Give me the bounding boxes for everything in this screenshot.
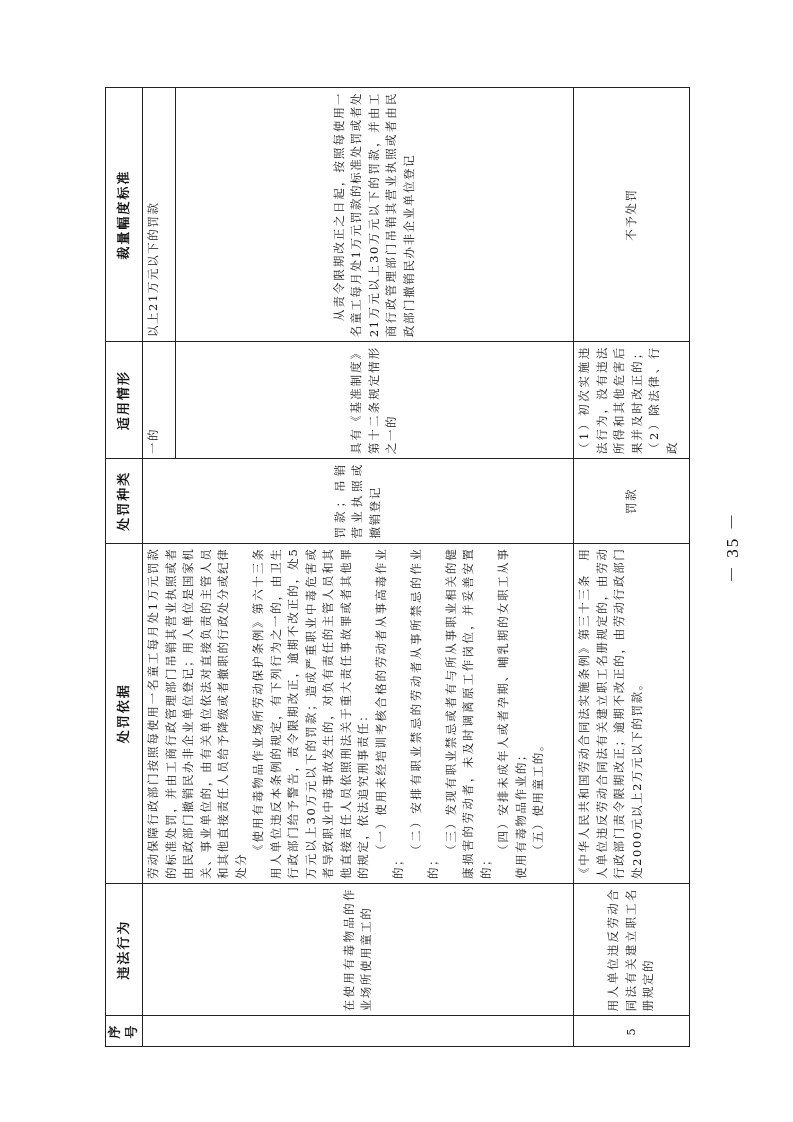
cell-std: 不予处罚 — [574, 88, 690, 342]
act-text: 在使用有毒物品的作业场所使用童工的 — [341, 887, 373, 1012]
cell-case — [574, 342, 690, 459]
basis-line: （三）发现有职业禁忌或者有与所从事职业相关的健康损害的劳动者，未及时调离原工作岗位，并妥善安置的； — [443, 547, 493, 879]
header-case: 适用情形 — [106, 342, 143, 459]
basis-text: 《中华人民共和国劳动合同法实施条例》第三十三条 用人单位违反劳动合同法有关建立职工名册规定的，由劳动行政部门责令限期改正；逾期不改正的，由劳动行政部门处2000元以上2万元以下的罚款。 — [577, 547, 644, 879]
cell-basis — [143, 534, 574, 883]
cell-kind: 罚款 — [574, 459, 690, 543]
penalty-table — [105, 87, 690, 1047]
rotated-table-frame — [105, 87, 690, 1047]
header-act: 违法行为 — [106, 883, 143, 1015]
page-number: － 35 － — [723, 511, 742, 583]
cell-std-b — [176, 88, 574, 342]
table-row — [143, 88, 176, 1047]
basis-line: （二）安排有职业禁忌的劳动者从事所禁忌的作业的； — [408, 547, 440, 879]
basis-line: 《使用有毒物品作业场所劳动保护条例》第六十三条 用人单位违反本条例的规定，有下列行为之一的，由卫生行政部门给予警告，责令限期改正，逾期不改正的，处5万元以上30万元以下的罚款；造成严重职业中毒危害或者导致职业中毒事故发生的，对负有责任的主管人员和其他直接责任人员依照刑法关于重大责任事故罪或者其他罪的规定，依法追究刑事责任： — [251, 534, 370, 879]
case-b-text: 具有《基准制度》第十二条规定情形之一的 — [349, 346, 399, 455]
header-row — [106, 88, 143, 1047]
cell-act — [143, 883, 574, 1015]
cell-case-a: 一的 — [143, 342, 176, 459]
std-b-text: 从责令限期改正之日起，按照每使用一名童工每月处1万元罚款的标准处罚或者处21万元以上30万元以下的罚款，并由工商行政管理部门吊销其营业执照或者由民政部门撤销民办非企业单位登记 — [331, 92, 416, 338]
header-no: 序号 — [106, 1016, 143, 1047]
basis-line: （四）安排未成年人或者孕期、哺乳期的女职工从事使用有毒物品作业的； — [496, 547, 528, 879]
cell-no — [143, 1016, 574, 1047]
basis-line: 劳动保障行政部门按照每使用一名童工每月处1万元罚款的标准处罚，并由工商行政管理部门吊销其营业执照或者由民政部门撤销民办非企业单位登记；用人单位是国家机关、事业单位的，由有关单位依法对直接负责的主管人员和其他直接责任人员给予降级或者撤职的行政处分或纪律处分 — [146, 547, 248, 879]
basis-line: （一）使用未经培训考核合格的劳动者从事高毒作业的； — [373, 547, 405, 879]
kind-text: 罚款；吊销营业执照或撤销登记 — [332, 463, 382, 539]
cell-act — [574, 883, 690, 1015]
header-std: 裁量幅度标准 — [106, 88, 143, 342]
table-row — [574, 88, 690, 1047]
cell-no: 5 — [574, 1016, 690, 1047]
header-basis: 处罚依据 — [106, 543, 143, 883]
basis-line: （五）使用童工的。 — [531, 738, 545, 856]
header-kind: 处罚种类 — [106, 459, 143, 543]
case-text: （1）初次实施违法行为，没有违法所得和其他危害后果并及时改正的；（2）除法律、行政 — [577, 346, 679, 455]
act-text: 用人单位违反劳动合同法有关建立职工名册规定的 — [606, 887, 656, 1012]
cell-case-b — [176, 342, 574, 459]
cell-std-a: 以上21万元以下的罚款 — [143, 88, 176, 342]
cell-basis — [574, 543, 690, 883]
cell-kind — [143, 459, 574, 543]
